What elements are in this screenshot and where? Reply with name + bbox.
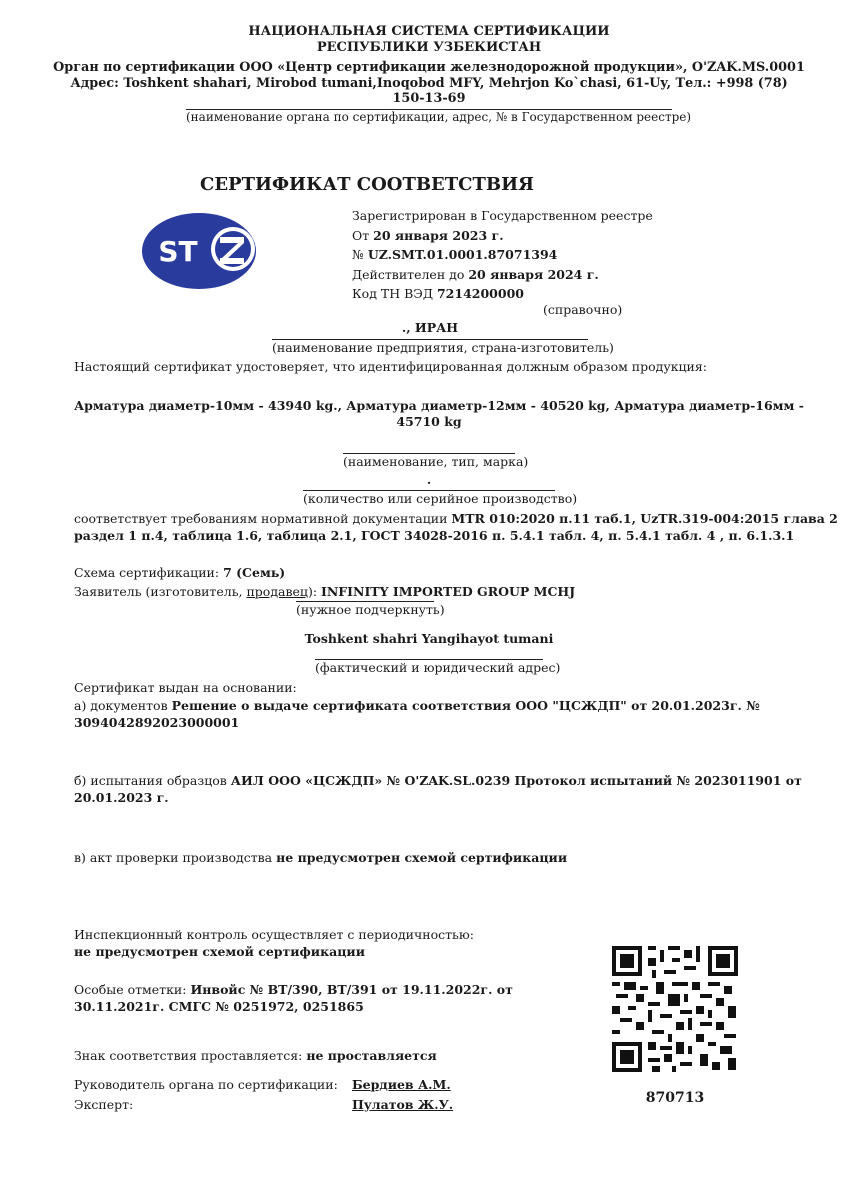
mark-value: не проставляется <box>306 1048 437 1063</box>
product-line-2: 45710 kg <box>396 413 462 429</box>
registered-label: Зарегистрирован в Государственном реестре <box>352 208 653 223</box>
cert-body-name: Орган по сертификации ООО «Центр сертификации железнодорожной продукции», O'ZAK.MS.0001 <box>53 60 805 75</box>
applicant-label: Заявитель (изготовитель, продавец): <box>74 584 318 599</box>
product-line-1: Арматура диаметр-10мм - 43940 kg., Арматура диаметр-12мм - 40520 kg, Арматура диаметр-16мм - <box>74 398 804 413</box>
head-label: Руководитель органа по сертификации: <box>74 1077 338 1092</box>
valid-label: Действителен до <box>352 266 465 282</box>
header-caption: (наименование органа по сертификации, адрес, № в Государственном реестре) <box>186 110 692 124</box>
address-caption: (фактический и юридический адрес) <box>315 660 561 675</box>
head-name: Бердиев А.М. <box>352 1077 451 1092</box>
number-label: № <box>352 247 364 262</box>
expert-label: Эксперт: <box>74 1097 134 1112</box>
inspection-value: не предусмотрен схемой сертификации <box>74 943 365 959</box>
manufacturer-caption: (наименование предприятия, страна-изготовитель) <box>272 340 614 355</box>
basis-a-value: Решение о выдаче сертификата соответствия ООО "ЦСЖДП" от 20.01.2023г. № <box>171 698 760 713</box>
qr-code-number: 870713 <box>645 1090 705 1106</box>
logo-text: ST <box>158 235 198 268</box>
basis-c-label: в) акт проверки производства <box>74 850 273 865</box>
certificate-title: СЕРТИФИКАТ СООТВЕТСТВИЯ <box>200 174 534 195</box>
applicant-role-underlined: продавец <box>246 584 308 599</box>
special-value-cont: 30.11.2021г. СМГС № 0251972, 0251865 <box>74 998 364 1014</box>
registration-date: 20 января 2023 г. <box>373 227 504 243</box>
basis-c-value: не предусмотрен схемой сертификации <box>276 850 568 865</box>
from-label: От <box>352 227 370 243</box>
basis-a-number: 3094042892023000001 <box>74 714 240 730</box>
qr-code <box>612 946 738 1072</box>
conformity-standards-cont: раздел 1 п.4, таблица 1.6, таблица 2.1, ГОСТ 34028-2016 п. 5.4.1 табл. 4, п. 5.4.1 табл. 4 , п. 6.1.3.1 <box>74 527 795 543</box>
basis-b-label: б) испытания образцов <box>74 773 227 788</box>
special-value: Инвойс № BT/390, BT/391 от 19.11.2022г. от <box>190 982 513 997</box>
quantity-caption: (количество или серийное производство) <box>303 491 578 506</box>
cert-body-address: Адрес: Toshkent shahari, Mirobod tumani,Inoqobod MFY, Mehrjon Ko`chasi, 61-Uy, Тел.: +998 (78) <box>70 75 788 91</box>
mark-label: Знак соответствия проставляется: <box>74 1048 303 1063</box>
cert-body-phone: 150-13-69 <box>392 91 466 106</box>
header-title-line2: РЕСПУБЛИКИ УЗБЕКИСТАН <box>316 40 542 55</box>
certificate-number: UZ.SMT.01.0001.87071394 <box>367 247 558 262</box>
inspection-label: Инспекционный контроль осуществляет с периодичностью: <box>74 927 474 942</box>
basis-a-label: а) документов <box>74 698 168 713</box>
tnved-label: Код ТН ВЭД <box>352 286 433 301</box>
applicant-value: INFINITY IMPORTED GROUP MCHJ <box>321 584 576 599</box>
valid-until-date: 20 января 2024 г. <box>468 266 599 282</box>
basis-b-date: 20.01.2023 г. <box>74 789 169 805</box>
scheme-value: 7 (Семь) <box>223 565 286 580</box>
scheme-label: Схема сертификации: <box>74 565 220 580</box>
basis-label: Сертификат выдан на основании: <box>74 680 297 695</box>
product-caption: (наименование, тип, марка) <box>343 454 529 469</box>
stz-logo <box>140 210 260 292</box>
applicant-caption: (нужное подчеркнуть) <box>296 602 445 617</box>
applicant-address: Toshkent shahri Yangihayot tumani <box>304 631 554 646</box>
conformity-label: соответствует требованиям нормативной документации <box>74 511 448 526</box>
special-label: Особые отметки: <box>74 982 187 997</box>
conformity-standards: MTR 010:2020 п.11 таб.1, UzTR.319-004:2015 глава 2 <box>451 511 838 526</box>
expert-name: Пулатов Ж.У. <box>352 1097 454 1112</box>
manufacturer-value: ., ИРАН <box>401 320 459 335</box>
tnved-code: 7214200000 <box>436 286 524 301</box>
reference-note: (справочно) <box>543 302 623 317</box>
quantity-value: . <box>426 472 432 487</box>
intro-text: Настоящий сертификат удостоверяет, что идентифицированная должным образом продукция: <box>74 359 707 374</box>
basis-b-value: АИЛ ООО «ЦСЖДП» № O'ZAK.SL.0239 Протокол испытаний № 2023011901 от <box>230 773 802 788</box>
header-title-line1: НАЦИОНАЛЬНАЯ СИСТЕМА СЕРТИФИКАЦИИ <box>248 24 610 39</box>
